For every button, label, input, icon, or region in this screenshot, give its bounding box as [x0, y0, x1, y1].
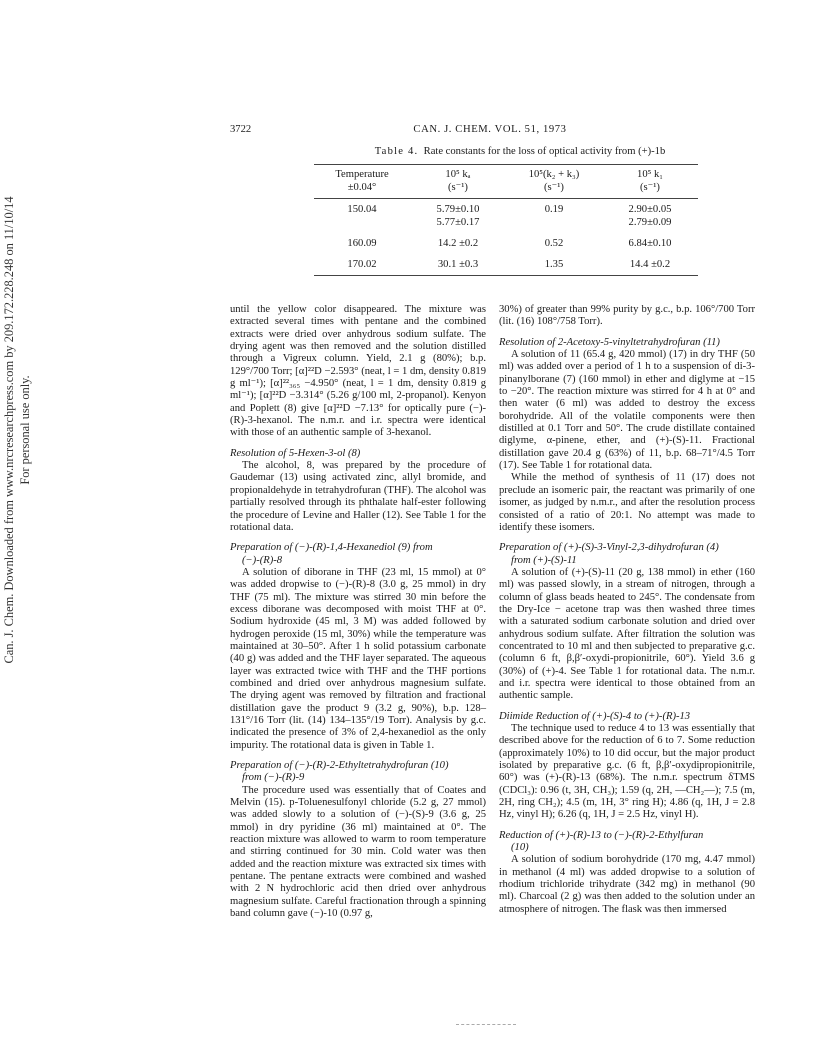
section-heading [499, 830, 755, 855]
table-row [314, 237, 698, 258]
page-header [230, 124, 750, 140]
cell-k1 [602, 199, 698, 238]
cell-k1: 14.4 ±0.2 [602, 258, 698, 276]
col-header-k1: 10⁵ k₁ [602, 165, 698, 182]
watermark-line-2: For personal use only. [17, 375, 32, 485]
download-watermark [2, 170, 44, 690]
table-row [314, 199, 698, 238]
col-header-ka: 10⁵ kₐ [410, 165, 506, 182]
col-subheader-temperature: ±0.04° [314, 181, 410, 199]
cell-k23: 0.52 [544, 238, 564, 249]
journal-running-title: CAN. J. CHEM. VOL. 51, 1973 [413, 124, 567, 135]
table-caption [300, 146, 740, 157]
section-heading: Diimide Reduction of (+)-(S)-4 to (+)-(R)-13 [499, 710, 691, 722]
col-subheader-k1: (s⁻¹) [602, 181, 698, 199]
section-heading-line: Preparation of (+)-(S)-3-Vinyl-2,3-dihydrofuran (4) [499, 542, 719, 554]
section-heading-line: (10) [511, 842, 529, 854]
section-heading [230, 760, 486, 785]
paragraph: A solution of 11 (65.4 g, 420 mmol) (17) in dry THF (50 ml) was added over a period of 1 h to a suspension of di-3-pinanylborane (7) (160 mmol) in ether and diglyme at −15 to −20°. The reaction mixture was stirred for 4 h at 0° and then water (6 ml) was added to destroy the excess borohydride. All of the volatile components were then distilled at 0.1 Torr and 50°. The crude distillate contained diglyme, α-pinene, ether, and (+)-(S)-11. Fractional distillation gave 20.4 g (63%) of 11, b.p. 68–71°/4.5 Torr (17). See Table 1 for rotational data. [499, 349, 755, 472]
col-header-k23: 10⁵(k₂ + k₃) [506, 165, 602, 182]
cell-ka: 14.2 ±0.2 [437, 238, 479, 249]
paragraph: A solution of (+)-(S)-11 (20 g, 138 mmol) in ether (160 ml) was passed slowly, in a stream of nitrogen, through a column of glass beads heated to 245°. The condensate from the Dry-Ice − acetone trap was then washed three times with a saturated sodium carbonate solution and dried over anhydrous sodium sulfate. After filtration the solution was concentrated to 10 ml and then subjected to preparative g.c. (column 6 ft, β,β′-oxydi-propionitrile, 60°). Yield 3.6 g (30%) of (+)-4. See Table 1 for rotational data. The n.m.r. and i.r. spectra were identical to those obtained from an authentic sample. [499, 566, 755, 702]
paragraph: The technique used to reduce 4 to 13 was essentially that described above for the reduction of 6 to 7. Some reduction (approximately 10%) to 10 did occur, but the major product isolated by preparative g.c. (6 ft, β,β′-oxydipropionitrile, 60°) was (+)-(R)-13 (68%). The n.m.r. spectrum δTMS (CDCl₃): 0.96 (t, 3H, CH₃); 1.59 (q, 2H, —CH₂—); 7.5 (m, 2H, ring CH₂); 4.5 (m, 1H, 3° ring H); 4.86 (q, 1H, J = 2.8 Hz, vinyl H); 6.26 (q, 1H, J = 2.5 Hz, vinyl H). [499, 723, 755, 821]
cell-k1-value: 2.90±0.05 [628, 204, 672, 215]
watermark-line-1: Can. J. Chem. Downloaded from www.nrcresearchpress.com by 209.172.228.248 on 11/10/14 [2, 196, 16, 664]
left-text-column [230, 304, 486, 921]
page-number: 3722 [230, 124, 252, 135]
paragraph: until the yellow color disappeared. The mixture was extracted several times with pentane and the combined extracts were dried over anhydrous sodium sulfate. The drying agent was then removed and the solution distilled through a Vigreux column. Yield, 2.1 g (80%); b.p. 129°/700 Torr; [α]²²D −2.593° (neat, l = 1 dm, density 0.819 g ml⁻¹); [α]²²₃₆₅ −4.950° (neat, l = 1 dm, density 0.819 g ml⁻¹); [α]²²D −3.314° (5.26 g/100 ml, 2-propanol). Kenyon and Poplett (8) give [α]²²D −7.13° for optically pure (−)-(R)-3-hexanol. The n.m.r. and i.r. spectra were identical with those of an authentic sample of 3-hexanol. [230, 304, 486, 439]
section-heading [499, 542, 755, 567]
cell-k23: 1.35 [506, 258, 602, 276]
page-bottom-mark [456, 1024, 516, 1027]
table-row [314, 258, 698, 276]
rate-constants-table [314, 164, 698, 276]
section-heading: Resolution of 2-Acetoxy-5-vinyltetrahydrofuran (11) [499, 336, 720, 348]
col-subheader-ka: (s⁻¹) [410, 181, 506, 199]
cell-temp: 160.09 [347, 238, 377, 249]
paragraph: A solution of diborane in THF (23 ml, 15 mmol) at 0° was added dropwise to (−)-(R)-8 (3.0 g, 25 mmol) in dry THF (75 ml). The mixture was stirred 30 min before the excess diborane was decomposed with moist THF at 0°. Sodium hydroxide (45 ml, 3 M) was added followed by hydrogen peroxide (15 ml, 30%) while the temperature was maintained at 30–50°. After 1 h solid potassium carbonate (40 g) was added and the THF layer separated. The aqueous layer was extracted twice with THF and the THF portions combined and dried over anhydrous magnesium sulfate. The drying agent was removed by filtration and fractional distillation gave the product 9 (3.2 g, 90%), b.p. 128–131°/16 Torr (lit. (14) 134–135°/19 Torr). Analysis by g.c. indicated the presence of 3% of 2,4-hexanediol as the only impurity. The rotational data is given in Table 1. [230, 566, 486, 751]
section-heading-line: (−)-(R)-8 [242, 554, 283, 566]
section-heading-line: from (−)-(R)-9 [242, 772, 305, 784]
section-heading-line: Reduction of (+)-(R)-13 to (−)-(R)-2-Ethylfuran [499, 829, 704, 841]
section-heading: Resolution of 5-Hexen-3-ol (8) [230, 447, 361, 459]
paragraph: 30%) of greater than 99% purity by g.c., b.p. 106°/700 Torr (lit. (16) 108°/758 Torr). [499, 304, 755, 328]
paragraph: A solution of sodium borohydride (170 mg, 4.47 mmol) in methanol (4 ml) was added dropwise to a solution of rhodium trichloride trihydrate (342 mg) in methanol (90 ml). Charcoal (2 g) was then added to the solution under an atmosphere of nitrogen. The flask was then immersed [499, 854, 755, 915]
cell-k1-value: 2.79±0.09 [628, 217, 672, 228]
paragraph: The procedure used was essentially that of Coates and Melvin (15). p-Toluenesulfonyl chloride (5.2 g, 27 mmol) was added slowly to a solution of (−)-(S)-9 (3.6 g, 25 mmol) in dry pyridine (36 ml) maintained at 0°. The reaction mixture was allowed to warm to room temperature and stirring continued for 30 min. Cold water was then added and the reaction mixture was extracted six times with pentane. The pentane extracts were combined and washed with 2 N hydrochloric acid then dried over anhydrous magnesium sulfate. Careful fractionation through a spinning band column gave (−)-10 (0.97 g, [230, 784, 486, 920]
section-heading-line: Preparation of (−)-(R)-2-Ethyltetrahydrofuran (10) [230, 760, 449, 772]
paragraph: While the method of synthesis of 11 (17) does not preclude an isomeric pair, the reactant was primarily of one isomer, as judged by n.m.r., and after the resolution process consisted of a ratio of 20:1. No attempt was made to identify these isomers. [499, 472, 755, 533]
paragraph: The alcohol, 8, was prepared by the procedure of Gaudemar (13) using activated zinc, allyl bromide, and propionaldehyde in tetrahydrofuran (THF). The alcohol was partially resolved through its phthalate half-ester following the procedure of Levine and Haller (12). See Table 1 for the rotational data. [230, 460, 486, 533]
cell-k1: 6.84±0.10 [628, 238, 672, 249]
cell-ka [410, 199, 506, 238]
section-heading [230, 542, 486, 567]
table-caption-text: Rate constants for the loss of optical activity from (+)-1b [423, 146, 666, 157]
cell-ka-value: 5.79±0.10 [436, 204, 480, 215]
col-subheader-k23: (s⁻¹) [506, 181, 602, 199]
section-heading-line: Preparation of (−)-(R)-1,4-Hexanediol (9) from [230, 542, 433, 554]
cell-ka: 30.1 ±0.3 [410, 258, 506, 276]
section-heading-line: from (+)-(S)-11 [511, 554, 577, 566]
cell-k23: 0.19 [544, 204, 564, 215]
table-label: Table 4. [374, 146, 419, 157]
cell-ka-value: 5.77±0.17 [436, 217, 480, 228]
col-header-temperature: Temperature [314, 165, 410, 182]
right-text-column [499, 304, 755, 916]
cell-temp: 170.02 [314, 258, 410, 276]
cell-temp: 150.04 [347, 204, 377, 215]
